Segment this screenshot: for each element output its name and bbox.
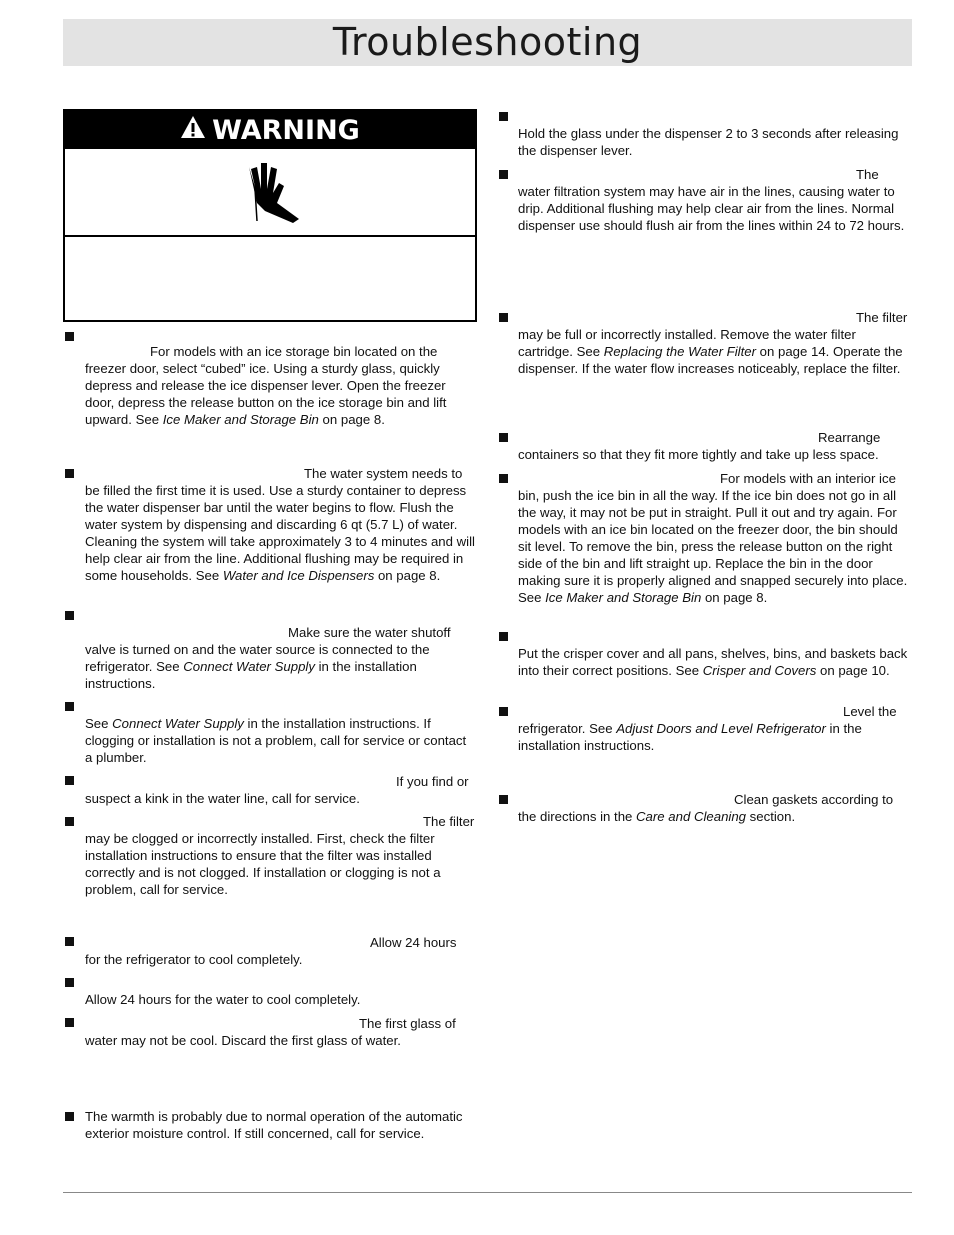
bullet-icon [499, 707, 508, 716]
list-item-text: Clean gaskets according to the directions in the Care and Cleaning section. [518, 792, 894, 824]
bullet-icon [499, 795, 508, 804]
list-item-text: Allow 24 hours for the water to cool completely. [85, 992, 361, 1007]
list-item-text: For models with an interior ice bin, push the ice bin in all the way. If the ice bin does not go in all the way, it may not be put in straight. Pull it out and try again. For models with an ice bin located on the freezer door, the bin should sit level. To remove the bin, press the release button on the right side of the bin and lift straight up. Replace the bin in the door making sure it is properly aligned and snapped securely into place. See Ice Maker and Storage Bin on page 8. [518, 471, 908, 605]
bullet-icon [65, 1112, 74, 1121]
list-item-text: Hold the glass under the dispenser 2 to 3 seconds after releasing the dispenser lever. [518, 126, 899, 158]
list-item-text: The water system needs to be filled the first time it is used. Use a sturdy container to depress the water dispenser bar until the water begins to flow. Flush the water system by dispensing and discarding 6 qt (5.7 L) of water. Cleaning the system will take approximately 3 to 4 minutes and will help clear air from the line. Additional flushing may be required in some households. See Water and Ice Dispensers on page 8. [85, 466, 475, 583]
list-item-text: Make sure the water shutoff valve is turned on and the water source is connected to the refrigerator. See Connect Water Supply in the installation instructions. [85, 625, 451, 691]
list-item-text: The water filtration system may have air in the lines, causing water to drip. Additional flushing may help clear air from the lines. Normal dispenser use should flush air from the lines within 24 to 72 hours. [518, 167, 905, 233]
bullet-icon [65, 776, 74, 785]
list-item-text: Rearrange containers so that they fit more tightly and take up less space. [518, 430, 881, 462]
bullet-icon [65, 1018, 74, 1027]
page-title: Troubleshooting [332, 20, 643, 64]
warning-header [65, 111, 475, 149]
warning-label: WARNING [212, 114, 360, 146]
list-item-text: The first glass of water may not be cool. Discard the first glass of water. [85, 1016, 456, 1048]
list-item-text: For models with an ice storage bin located on the freezer door, select “cubed” ice. Using a sturdy glass, quickly depress and release the ice dispenser lever. Open the freezer door, depress the release button on the ice storage bin and lift upward. See Ice Maker and Storage Bin on page 8. [85, 344, 447, 427]
bullet-icon [65, 611, 74, 620]
bullet-icon [499, 632, 508, 641]
warning-box [63, 109, 477, 322]
bullet-icon [65, 332, 74, 341]
bullet-icon [65, 702, 74, 711]
bullet-icon [499, 474, 508, 483]
bullet-icon [65, 978, 74, 987]
bullet-icon [65, 817, 74, 826]
list-item-text: Level the refrigerator. See Adjust Doors and Level Refrigerator in the installation instructions. [518, 704, 897, 753]
bullet-icon [499, 433, 508, 442]
list-item-text: See Connect Water Supply in the installation instructions. If clogging or installation is not a problem, call for service or contact a plumber. [85, 716, 467, 765]
footer-divider [63, 1192, 912, 1193]
page-title-bar [63, 19, 912, 66]
bullet-icon [499, 313, 508, 322]
warning-icon-area [65, 149, 475, 237]
hand-cut-hazard-icon [235, 159, 305, 223]
bullet-icon [65, 937, 74, 946]
list-item-text: The filter may be full or incorrectly installed. Remove the water filter cartridge. See Replacing the Water Filter on page 14. Operate the dispenser. If the water flow increases noticeably, replace the filter. [518, 310, 908, 376]
bullet-icon [65, 469, 74, 478]
warning-triangle-icon [180, 115, 206, 146]
list-item-text: Allow 24 hours for the refrigerator to cool completely. [85, 935, 457, 967]
list-item-text: If you find or suspect a kink in the water line, call for service. [85, 774, 469, 806]
list-item-text: The warmth is probably due to normal operation of the automatic exterior moisture control. If still concerned, call for service. [85, 1109, 463, 1141]
bullet-icon [499, 170, 508, 179]
list-item-text: The filter may be clogged or incorrectly installed. First, check the filter installation instructions to ensure that the filter was installed correctly and is not clogged. If installation or clogging is not a problem, call for service. [85, 814, 475, 897]
list-item-text: Put the crisper cover and all pans, shelves, bins, and baskets back into their correct positions. See Crisper and Covers on page 10. [518, 646, 908, 678]
bullet-icon [499, 112, 508, 121]
